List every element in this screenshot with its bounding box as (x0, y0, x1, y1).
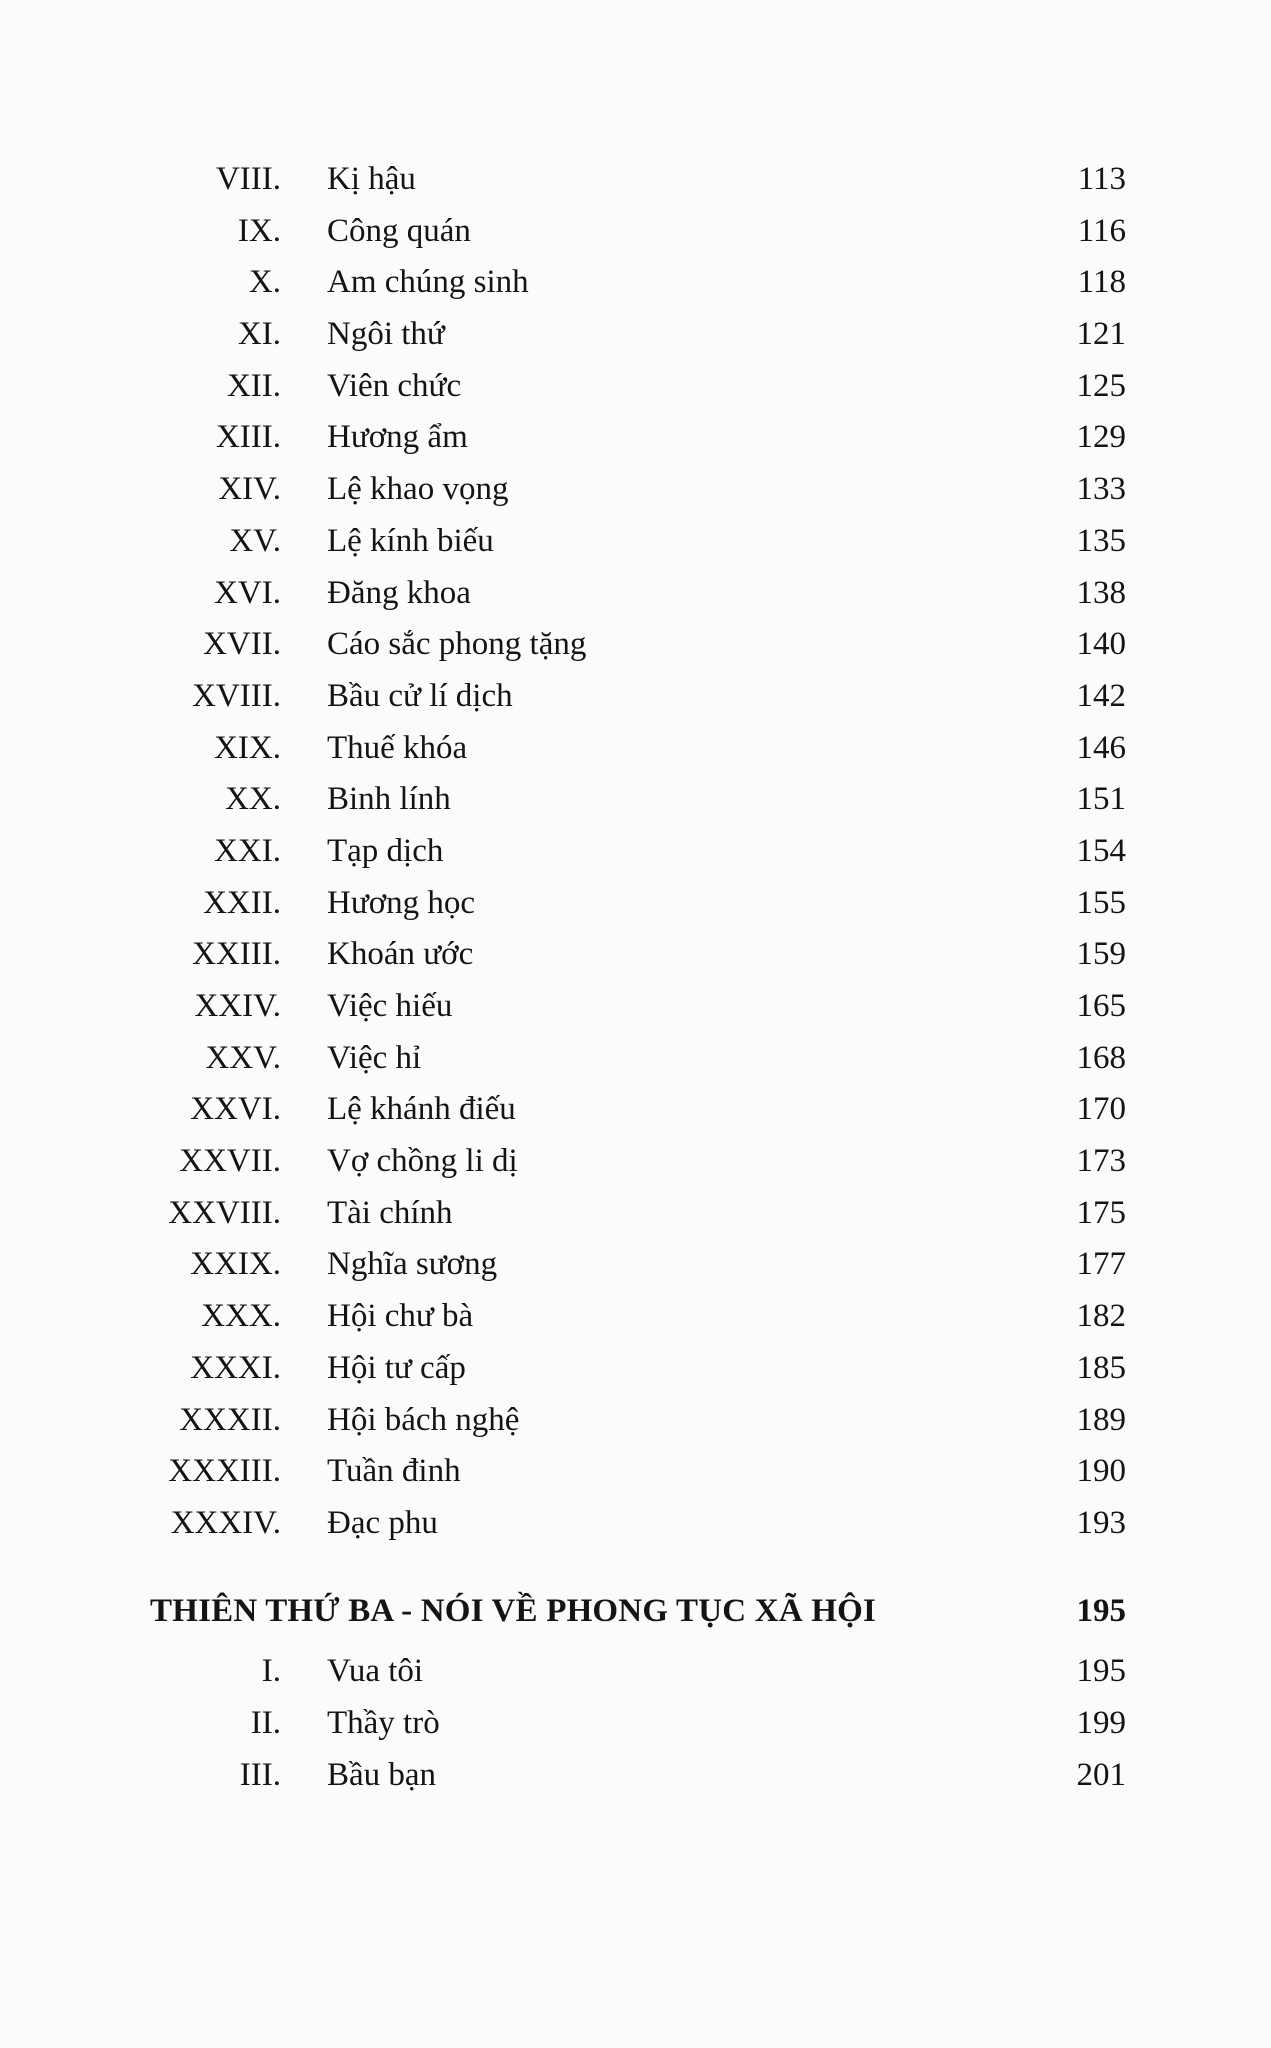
entry-number: XXIV. (194, 988, 281, 1024)
entry-number: IX. (237, 212, 281, 249)
toc-entry (0, 361, 1271, 413)
entry-number: XVI. (214, 574, 281, 611)
entry-page: 121 (1076, 316, 1126, 353)
entry-title: Việc hỉ (327, 1039, 422, 1076)
entry-number: XXII. (203, 884, 281, 921)
entry-page: 189 (1076, 1401, 1126, 1438)
entry-title: Hương học (327, 884, 476, 921)
entry-number: X. (248, 264, 281, 301)
entry-page: 116 (1077, 212, 1126, 249)
entry-title: Thuế khóa (327, 729, 468, 766)
entry-number: XXX. (201, 1298, 281, 1335)
entry-number: XXXI. (190, 1349, 281, 1386)
toc-entry (0, 619, 1271, 671)
entry-page: 159 (1076, 936, 1126, 973)
entry-page: 129 (1076, 419, 1126, 456)
entry-page: 201 (1076, 1757, 1126, 1793)
entry-title: Am chúng sinh (327, 264, 529, 301)
entry-page: 138 (1076, 574, 1126, 611)
entry-page: 151 (1076, 781, 1126, 818)
entry-page: 135 (1076, 522, 1126, 559)
entry-page: 155 (1076, 884, 1126, 921)
entry-number: XVII. (203, 626, 281, 663)
toc-entry (0, 1645, 1271, 1697)
entry-number: XX. (225, 781, 281, 818)
entry-page: 195 (1076, 1653, 1126, 1689)
section-entries (0, 1645, 1271, 1801)
entry-title: Thầy trò (327, 1705, 440, 1741)
entry-title: Tài chính (327, 1194, 453, 1231)
toc-entry (0, 206, 1271, 258)
toc-entry (0, 878, 1271, 930)
entry-page: 170 (1076, 1091, 1126, 1128)
entry-page: 193 (1076, 1504, 1126, 1541)
entry-number: XXXIII. (168, 1453, 281, 1490)
entry-number: II. (250, 1705, 281, 1741)
entry-page: 182 (1076, 1298, 1126, 1335)
entry-page: 199 (1076, 1705, 1126, 1741)
entry-number: XV. (229, 522, 281, 559)
entry-number: III. (239, 1757, 281, 1793)
entry-page: 175 (1076, 1194, 1126, 1231)
toc-entry (0, 671, 1271, 723)
toc-entry (0, 1239, 1271, 1291)
entry-title: Đạc phu (327, 1504, 438, 1541)
entry-title: Tuần đinh (327, 1453, 461, 1490)
entry-title: Tạp dịch (327, 832, 444, 869)
entry-number: XXXIV. (170, 1504, 281, 1541)
toc-entry (0, 1291, 1271, 1343)
toc-entry (0, 1498, 1271, 1550)
entry-number: XXVI. (190, 1091, 281, 1128)
entry-title: Đăng khoa (327, 574, 471, 611)
entry-title: Hội bách nghệ (327, 1401, 520, 1438)
entry-page: 118 (1077, 264, 1126, 301)
toc-entry (0, 1033, 1271, 1085)
entry-title: Công quán (327, 212, 471, 249)
entry-number: XIII. (215, 419, 281, 456)
entry-title: Viên chức (327, 367, 462, 404)
toc-entry (0, 1136, 1271, 1188)
entry-title: Hội chư bà (327, 1298, 474, 1335)
entry-title: Lệ kính biếu (327, 522, 494, 559)
entry-number: XII. (226, 367, 281, 404)
toc-entry (0, 1188, 1271, 1240)
toc-entry (0, 516, 1271, 568)
toc-list (0, 154, 1271, 1550)
entry-title: Hội tư cấp (327, 1349, 466, 1386)
entry-title: Nghĩa sương (327, 1246, 498, 1283)
toc-entry (0, 1343, 1271, 1395)
entry-title: Bầu bạn (327, 1757, 437, 1793)
entry-number: XIV. (218, 471, 281, 508)
entry-page: 165 (1076, 988, 1126, 1024)
entry-page: 185 (1076, 1349, 1126, 1386)
toc-entry (0, 981, 1271, 1033)
entry-title: Bầu cử lí dịch (327, 677, 513, 714)
entry-title: Lệ khao vọng (327, 471, 509, 508)
entry-page: 140 (1076, 626, 1126, 663)
toc-entry (0, 826, 1271, 878)
entry-number: XXXII. (179, 1401, 281, 1438)
entry-title: Binh lính (327, 781, 451, 818)
toc-entry (0, 723, 1271, 775)
entry-number: XXIX. (190, 1246, 281, 1283)
section-page: 195 (1076, 1593, 1126, 1629)
entry-title: Ngôi thứ (327, 316, 445, 353)
entry-title: Khoán ước (327, 936, 474, 973)
entry-page: 168 (1076, 1039, 1126, 1076)
entry-title: Vua tôi (327, 1653, 424, 1689)
toc-entry (0, 1697, 1271, 1749)
toc-entry (0, 568, 1271, 620)
toc-entry (0, 1446, 1271, 1498)
entry-number: VIII. (215, 161, 281, 197)
entry-number: XXIII. (192, 936, 281, 973)
entry-page: 125 (1076, 367, 1126, 404)
entry-number: XXV. (205, 1039, 281, 1076)
entry-number: XIX. (214, 729, 281, 766)
entry-title: Cáo sắc phong tặng (327, 626, 587, 663)
toc-entry (0, 464, 1271, 516)
entry-page: 154 (1076, 832, 1126, 869)
entry-number: XXVIII. (168, 1194, 281, 1231)
entry-number: XVIII. (192, 677, 281, 714)
toc-entry (0, 929, 1271, 981)
toc-entry (0, 1395, 1271, 1447)
entry-number: XXVII. (179, 1143, 281, 1180)
entry-title: Lệ khánh điếu (327, 1091, 516, 1128)
entry-number: XI. (237, 316, 281, 353)
toc-entry (0, 257, 1271, 309)
section-title: THIÊN THỨ BA - NÓI VỀ PHONG TỤC XÃ HỘI (150, 1593, 877, 1629)
toc-entry (0, 154, 1271, 206)
toc-entry (0, 309, 1271, 361)
entry-title: Kị hậu (327, 161, 416, 197)
toc-entry (0, 774, 1271, 826)
toc-entry (0, 412, 1271, 464)
entry-title: Vợ chồng li dị (327, 1143, 518, 1180)
entry-page: 133 (1076, 471, 1126, 508)
toc-entry (0, 1084, 1271, 1136)
entry-page: 142 (1076, 677, 1126, 714)
entry-title: Việc hiếu (327, 988, 453, 1024)
entry-page: 177 (1076, 1246, 1126, 1283)
toc-entry (0, 1749, 1271, 1801)
section-heading (0, 1585, 1271, 1637)
entry-title: Hương ẩm (327, 419, 468, 456)
entry-page: 173 (1076, 1143, 1126, 1180)
entry-number: XXI. (214, 832, 281, 869)
entry-page: 146 (1076, 729, 1126, 766)
entry-page: 190 (1076, 1453, 1126, 1490)
entry-number: I. (261, 1653, 281, 1689)
entry-page: 113 (1077, 161, 1126, 197)
